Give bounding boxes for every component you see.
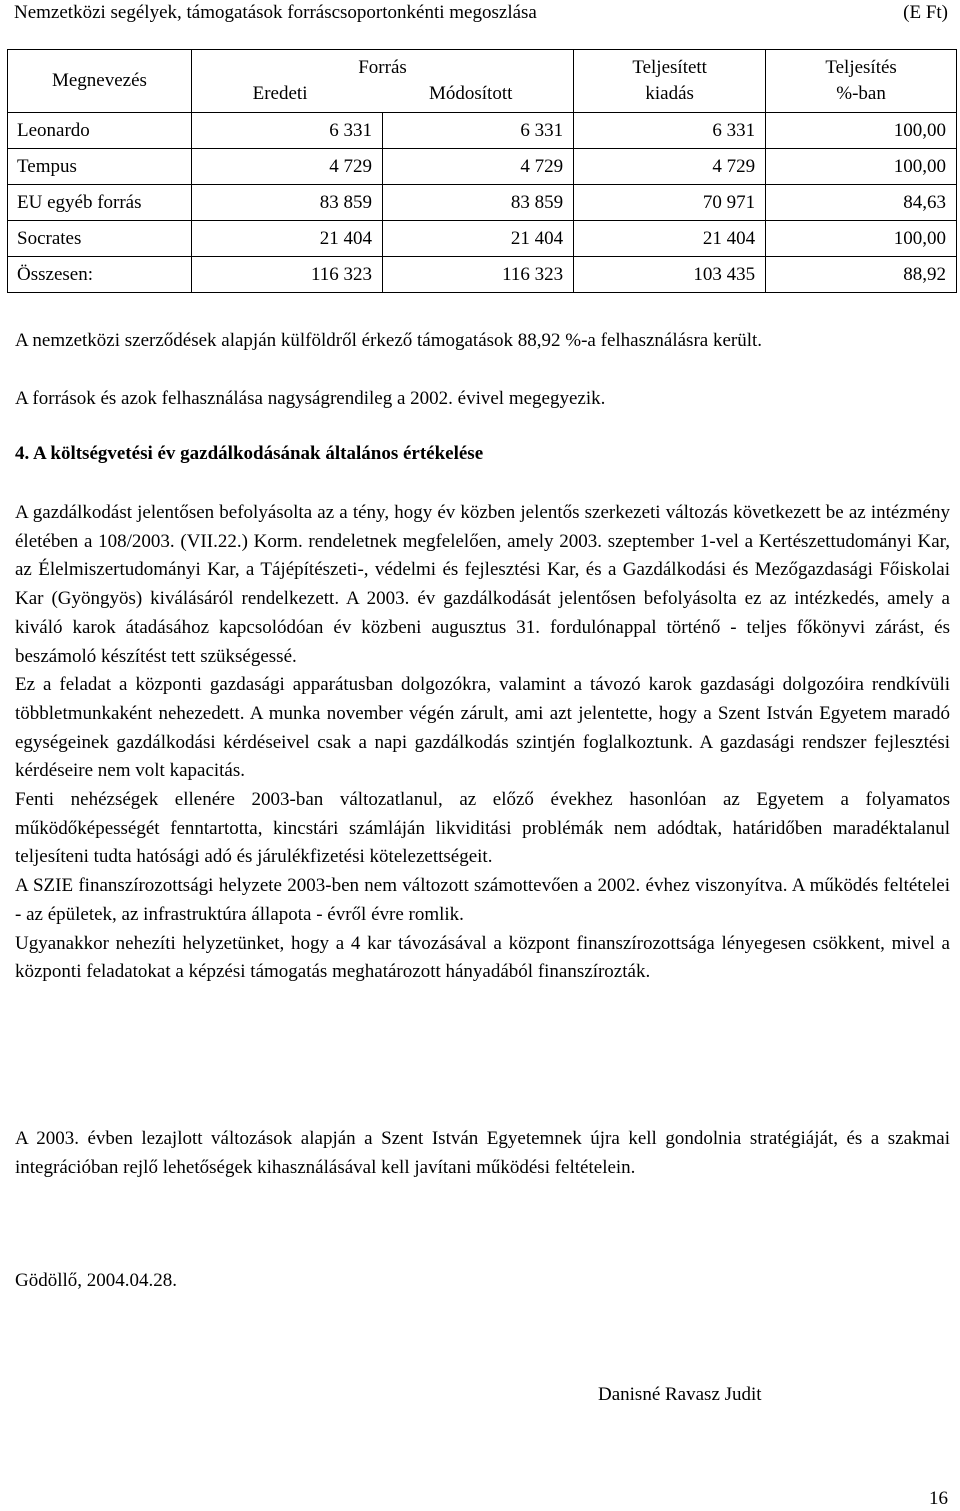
summary-paragraph-2: A források és azok felhasználása nagyságrendileg a 2002. évivel megegyezik.: [15, 388, 606, 409]
summary-paragraph-1: A nemzetközi szerződések alapján külföldről érkező támogatások 88,92 %-a felhasználásra került.: [15, 330, 763, 351]
col-header-name: [8, 50, 192, 113]
body-paragraph-4: A SZIE finanszírozottsági helyzete 2003-ben nem változott számottevően a 2002. évhez viszonyítva. A működés feltételei - az épületek, az infrastruktúra állapota - évről évre romlik.: [15, 875, 950, 925]
signature: Danisné Ravasz Judit: [598, 1384, 762, 1405]
table-row: [8, 185, 957, 221]
row-modified: 4 729: [383, 149, 574, 185]
row-spent: 21 404: [574, 221, 766, 257]
row-name: Összesen:: [8, 257, 192, 293]
col-header-source: [191, 50, 573, 113]
row-spent: 4 729: [574, 149, 766, 185]
col-modified-label: Módosított: [428, 83, 513, 104]
row-modified: 116 323: [383, 257, 574, 293]
row-original: 116 323: [191, 257, 382, 293]
row-name: Tempus: [8, 149, 192, 185]
row-pct: 100,00: [766, 113, 957, 149]
page-number: 16: [929, 1488, 948, 1509]
section-body: [15, 499, 950, 987]
source-subheaders: [192, 81, 573, 107]
row-pct: 100,00: [766, 221, 957, 257]
row-modified: 21 404: [383, 221, 574, 257]
row-name: EU egyéb forrás: [8, 185, 192, 221]
body-paragraph-3: Fenti nehézségek ellenére 2003-ban változatlanul, az előző évekhez hasonlóan az Egyetem a folyamatos működőképességét fenntartotta, kincstári számláján likviditási problémák nem adódtak, határidőben maradéktalanul teljesíteni tudta hatósági adó és járulékfizetési kötelezettségeit.: [15, 789, 950, 868]
funding-table: [7, 49, 957, 293]
body-paragraph-2: Ez a feladat a központi gazdasági apparátusban dolgozókra, valamint a távozó karok gazdasági dolgozóira rendkívüli többletmunkaként nehezedett. A munka november végén zárult, ami azt jelentette, hogy a Szent István Egyetem maradó egységeinek gazdálkodási kérdéseivel csak a napi gazdálkodás szintjén foglalkoztunk. A gazdasági rendszer fejlesztési kérdéseire nem volt kapacitás.: [15, 674, 950, 782]
row-pct: 100,00: [766, 149, 957, 185]
page-title: Nemzetközi segélyek, támogatások forráscsoportonkénti megoszlása: [14, 2, 537, 23]
col-header-pct: [766, 50, 957, 113]
row-original: 21 404: [191, 221, 382, 257]
row-original: 83 859: [191, 185, 382, 221]
unit-label: (E Ft): [903, 2, 948, 23]
body-paragraph-5: Ugyanakkor nehezíti helyzetünket, hogy a 4 kar távozásával a központ finanszírozottsága lényegesen csökkent, mivel a központi feladatokat a képzési támogatás meghatározott hányadából finanszírozták.: [15, 932, 950, 983]
section-heading: 4. A költségvetési év gazdálkodásának általános értékelése: [15, 443, 484, 464]
place-date: Gödöllő, 2004.04.28.: [15, 1270, 178, 1291]
row-spent: 6 331: [574, 113, 766, 149]
table-row: [8, 113, 957, 149]
row-name: Socrates: [8, 221, 192, 257]
row-pct: 84,63: [766, 185, 957, 221]
table-row: [8, 221, 957, 257]
col-spent-label-1: Teljesített: [632, 57, 707, 78]
row-original: 6 331: [191, 113, 382, 149]
row-spent: 103 435: [574, 257, 766, 293]
col-source-label: Forrás: [358, 57, 407, 78]
col-original-label: Eredeti: [252, 83, 308, 104]
table-row: [8, 149, 957, 185]
body-paragraph-6: A 2003. évben lezajlott változások alapján a Szent István Egyetemnek újra kell gondolnia stratégiáját, és a szakmai integrációban rejlő lehetőségek kihasználásával kell javítani működési feltételein.: [15, 1128, 950, 1178]
row-spent: 70 971: [574, 185, 766, 221]
row-name: Leonardo: [8, 113, 192, 149]
col-pct-label-2: %-ban: [836, 83, 886, 104]
body-paragraph-1: A gazdálkodást jelentősen befolyásolta az a tény, hogy év közben jelentős szerkezeti változás következett be az intézmény életében a 108/2003. (VII.22.) Korm. rendeletnek megfelelően, amely 2003. szeptember 1-vel a Kertészettudományi Kar, az Élelmiszertudományi Kar, a Tájépítészeti-, védelmi és fejlesztési Kar, és a Gazdálkodási és Mezőgazdasági Főiskolai Kar (Gyöngyös) kiválásáról rendelkezett. A 2003. év gazdálkodását jelentősen befolyásolta ez az intézkedés, amely a kiváló karok átadásához kapcsolódóan év közbeni augusztus 31. fordulónappal történő - teljes főkönyvi zárást, és beszámoló készítést tett szükségessé.: [15, 502, 950, 667]
row-modified: 6 331: [383, 113, 574, 149]
table-header-row: [8, 50, 957, 113]
row-modified: 83 859: [383, 185, 574, 221]
col-name-label: Megnevezés: [51, 70, 147, 91]
row-original: 4 729: [191, 149, 382, 185]
col-pct-label-1: Teljesítés: [825, 57, 897, 78]
table-total-row: [8, 257, 957, 293]
row-pct: 88,92: [766, 257, 957, 293]
col-spent-label-2: kiadás: [645, 83, 694, 104]
col-header-spent: [574, 50, 766, 113]
